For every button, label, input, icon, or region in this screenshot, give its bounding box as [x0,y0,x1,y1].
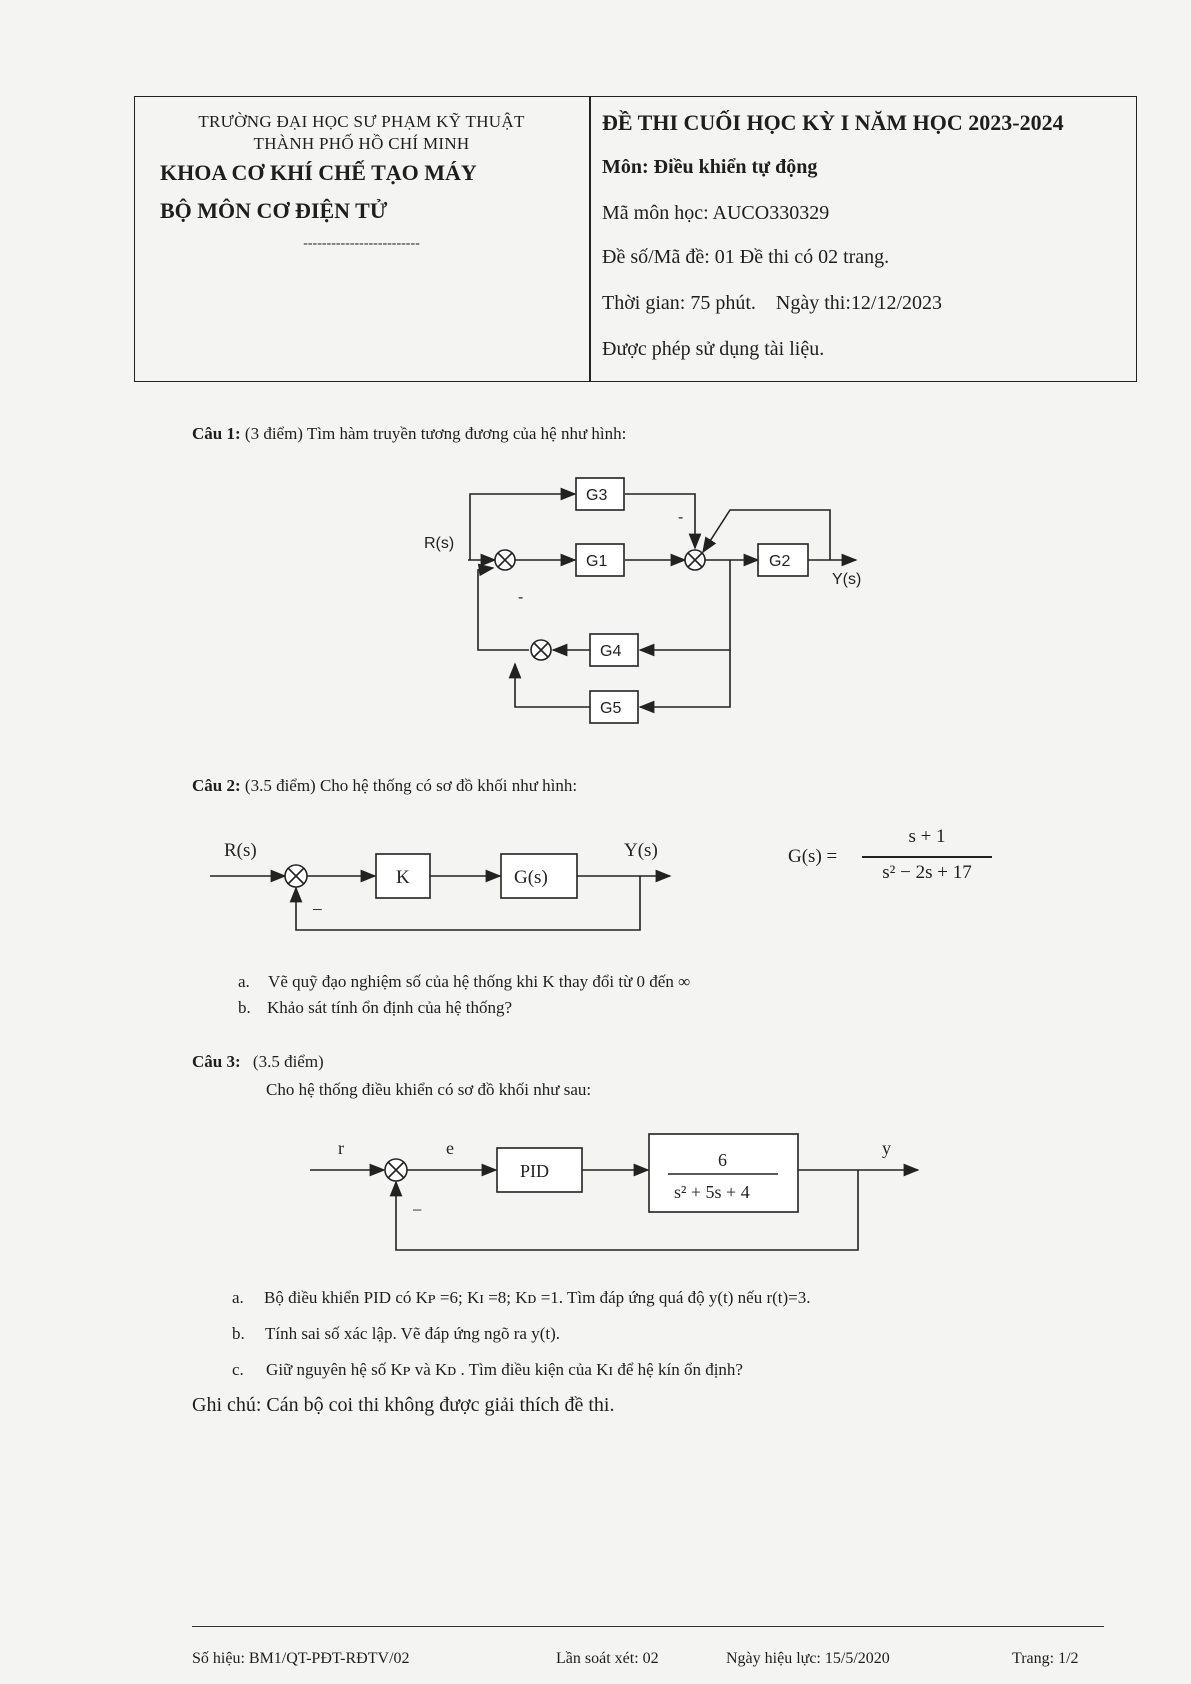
q3-error-label: e [446,1138,454,1158]
footer-revision: Lần soát xét: 02 [556,1650,659,1667]
exam-code: Đề số/Mã đề: 01 Đề thi có 02 trang. [602,246,890,268]
question-2-prompt [192,776,577,796]
question-3-block-diagram [300,1130,940,1260]
exam-note: Ghi chú: Cán bộ coi thi không được giải thích đề thi. [192,1394,615,1416]
block-g4: G4 [600,643,622,660]
footer-page-number: Trang: 1/2 [1012,1650,1079,1667]
q3-item-b: b. Tính sai số xác lập. Vẽ đáp ứng ngõ ra y(t). [232,1324,560,1343]
question-1-text: (3 điểm) Tìm hàm truyền tương đương của hệ như hình: [244,424,627,443]
q1-input-label: R(s) [424,535,455,552]
question-3-points: (3.5 điểm) [252,1052,324,1071]
exam-title: ĐỀ THI CUỐI HỌC KỲ I NĂM HỌC 2023-2024 [602,110,1064,135]
footer-effective-date: Ngày hiệu lực: 15/5/2020 [726,1650,890,1667]
q1-minus-g3: - [678,509,684,526]
formula-numerator: s + 1 [908,826,946,847]
q2-minus: − [312,900,323,921]
block-g5: G5 [600,700,622,717]
block-g3: G3 [586,487,608,504]
q3-item-c: c. Giữ nguyên hệ số Kᴘ và Kᴅ . Tìm điều kiện của Kɪ để hệ kín ổn định? [232,1360,743,1379]
footer-form-code: Số hiệu: BM1/QT-PĐT-RĐTV/02 [192,1650,410,1667]
q1-minus-feedback: - [518,589,524,606]
q2-item-a: a. Vẽ quỹ đạo nghiệm số của hệ thống khi K thay đổi từ 0 đến ∞ [238,972,691,991]
school-name-line1: TRƯỜNG ĐẠI HỌC SƯ PHẠM KỸ THUẬT [198,112,525,131]
plant-numerator: 6 [718,1150,727,1170]
plant-denominator: s² + 5s + 4 [674,1182,750,1202]
q3-input-label: r [338,1138,344,1158]
question-1-title: Câu 1: [192,424,241,443]
block-g1: G1 [586,553,608,570]
formula-denominator: s² − 2s + 17 [882,862,972,883]
q2-output-label: Y(s) [624,840,658,861]
block-k: K [396,867,410,888]
question-3-title: Câu 3: [192,1052,241,1071]
footer-rule [192,1626,1104,1627]
header-separator: ------------------------- [303,236,420,251]
fraction-bar [862,856,992,858]
school-name-line2: THÀNH PHỐ HỒ CHÍ MINH [253,134,470,153]
q3-output-label: y [882,1138,891,1158]
department-name: BỘ MÔN CƠ ĐIỆN TỬ [160,198,388,223]
course-code: Mã môn học: AUCO330329 [602,202,830,224]
block-gs: G(s) [514,867,548,888]
question-3-text: Cho hệ thống điều khiển có sơ đồ khối như sau: [266,1080,592,1099]
q3-minus: − [412,1200,423,1220]
question-1-prompt [192,424,626,444]
block-pid: PID [520,1161,550,1181]
question-1-block-diagram [400,470,880,740]
exam-time-date: Thời gian: 75 phút. Ngày thi:12/12/2023 [602,292,942,314]
q2-item-b: b. Khảo sát tính ổn định của hệ thống? [238,998,513,1017]
q2-input-label: R(s) [224,840,257,861]
question-2-block-diagram [200,820,690,950]
subject-name: Môn: Điều khiển tự động [602,156,818,178]
header-divider [589,96,591,382]
question-2-title: Câu 2: [192,776,241,795]
faculty-name: KHOA CƠ KHÍ CHẾ TẠO MÁY [160,160,477,185]
block-g2: G2 [769,553,791,570]
formula-lhs: G(s) = [788,846,838,867]
question-3-prompt [192,1052,324,1072]
q3-item-a: a. Bộ điều khiển PID có Kᴘ =6; Kɪ =8; Kᴅ =1. Tìm đáp ứng quá độ y(t) nếu r(t)=3. [232,1288,811,1307]
materials-allowed: Được phép sử dụng tài liệu. [602,338,825,360]
q1-output-label: Y(s) [832,571,862,588]
question-2-text: (3.5 điểm) Cho hệ thống có sơ đồ khối như hình: [244,776,578,795]
